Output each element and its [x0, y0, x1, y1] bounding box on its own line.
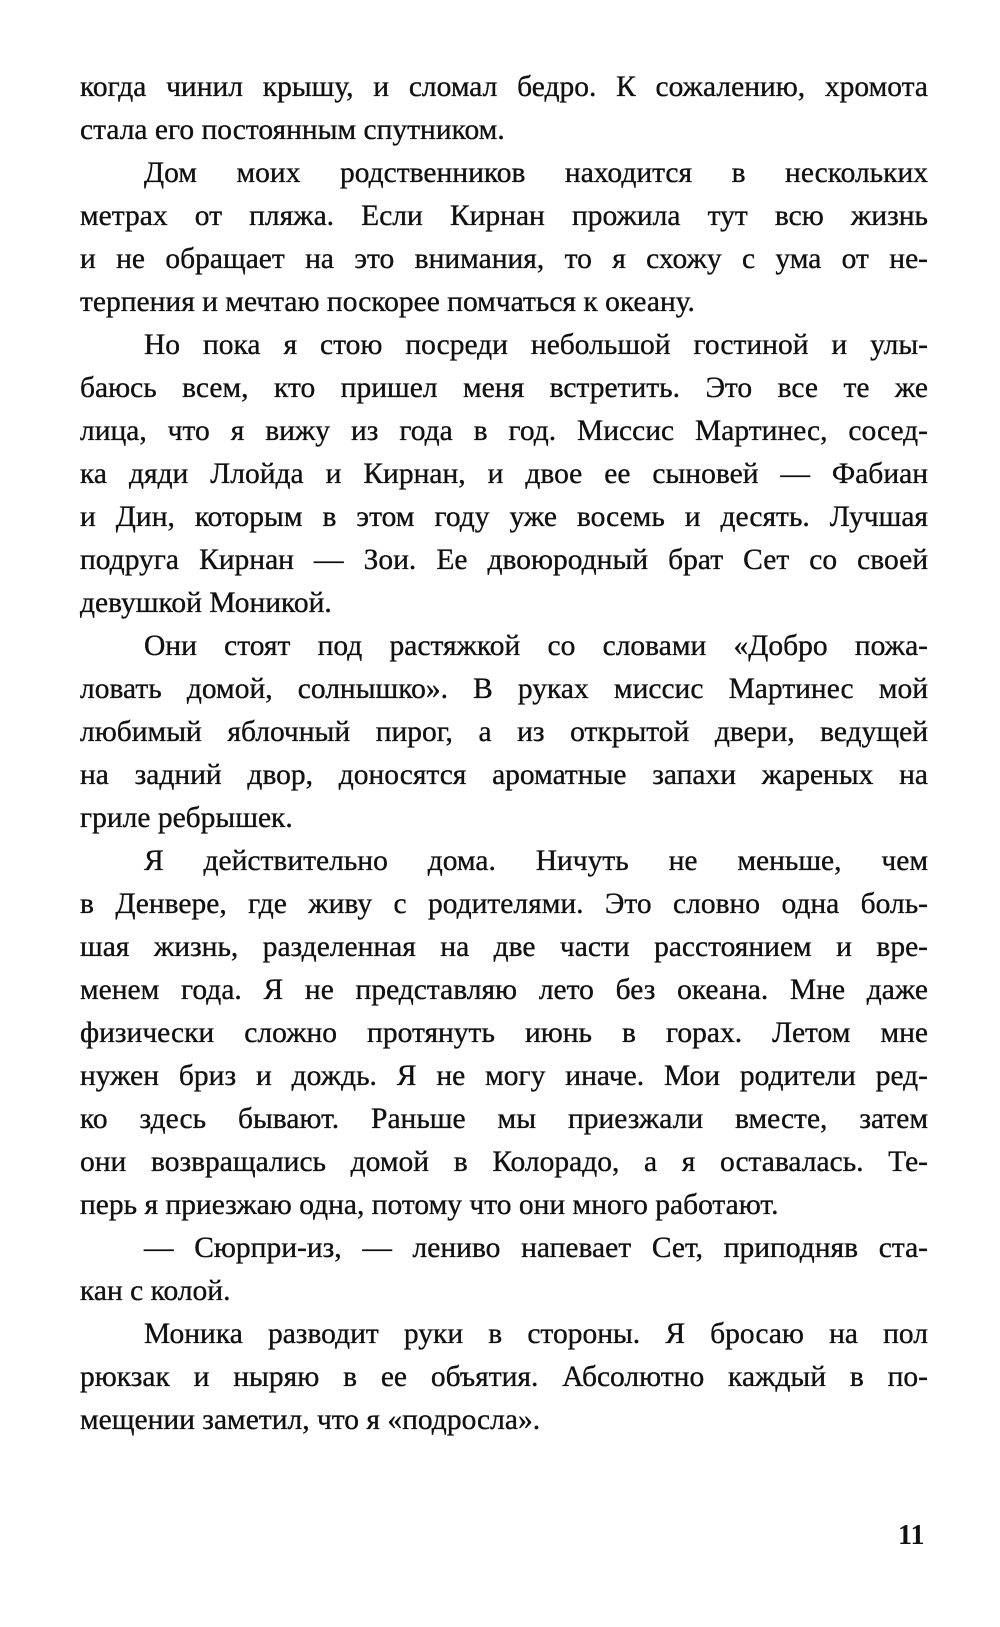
text-line: в Денвере, где живу с родителями. Это словно одна боль-	[80, 888, 928, 920]
book-page-body	[80, 66, 928, 1442]
text-line: любимый яблочный пирог, а из открытой двери, ведущей	[80, 716, 928, 748]
text-line: Моника разводит руки в стороны. Я бросаю на пол	[144, 1318, 928, 1350]
text-line: ко здесь бывают. Раньше мы приезжали вместе, затем	[80, 1103, 928, 1135]
text-line: терпения и мечтаю поскорее помчаться к океану.	[80, 286, 695, 318]
text-line: лица, что я вижу из года в год. Миссис Мартинес, сосед-	[80, 415, 928, 447]
text-line: метрах от пляжа. Если Кирнан прожила тут всю жизнь	[80, 200, 928, 232]
text-line: — Сюрпри-из, — лениво напевает Сет, приподняв ста-	[144, 1232, 928, 1264]
text-line: они возвращались домой в Колорадо, а я оставалась. Те-	[80, 1146, 928, 1178]
page-number: 11	[898, 1520, 925, 1551]
text-line: стала его постоянным спутником.	[80, 114, 505, 146]
text-line: физически сложно протянуть июнь в горах. Летом мне	[80, 1017, 928, 1049]
text-line: перь я приезжаю одна, потому что они много работают.	[80, 1189, 779, 1221]
text-line: шая жизнь, разделенная на две части расстоянием и вре-	[80, 931, 928, 963]
text-line: на задний двор, доносятся ароматные запахи жареных на	[80, 759, 928, 791]
text-line: девушкой Моникой.	[80, 587, 332, 619]
text-line: баюсь всем, кто пришел меня встретить. Это все те же	[80, 372, 928, 404]
text-line: ловать домой, солнышко». В руках миссис Мартинес мой	[80, 673, 928, 705]
text-line: мещении заметил, что я «подросла».	[80, 1404, 541, 1436]
text-line: когда чинил крышу, и сломал бедро. К сожалению, хромота	[80, 71, 928, 103]
text-line: Дом моих родственников находится в нескольких	[144, 157, 928, 189]
text-line: ка дяди Ллойда и Кирнан, и двое ее сыновей — Фабиан	[80, 458, 928, 490]
text-line: менем года. Я не представляю лето без океана. Мне даже	[80, 974, 928, 1006]
text-line: и не обращает на это внимания, то я схожу с ума от не-	[80, 243, 928, 275]
text-line: нужен бриз и дождь. Я не могу иначе. Мои родители ред-	[80, 1060, 928, 1092]
text-line: Я действительно дома. Ничуть не меньше, чем	[144, 845, 928, 877]
text-line: Они стоят под растяжкой со словами «Добро пожа-	[144, 630, 928, 662]
text-line: Но пока я стою посреди небольшой гостиной и улы-	[144, 329, 928, 361]
text-line: гриле ребрышек.	[80, 802, 293, 834]
text-line: подруга Кирнан — Зои. Ее двоюродный брат Сет со своей	[80, 544, 928, 576]
text-line: кан с колой.	[80, 1275, 231, 1307]
text-line: и Дин, которым в этом году уже восемь и десять. Лучшая	[80, 501, 928, 533]
text-line: рюкзак и ныряю в ее объятия. Абсолютно каждый в по-	[80, 1361, 928, 1393]
